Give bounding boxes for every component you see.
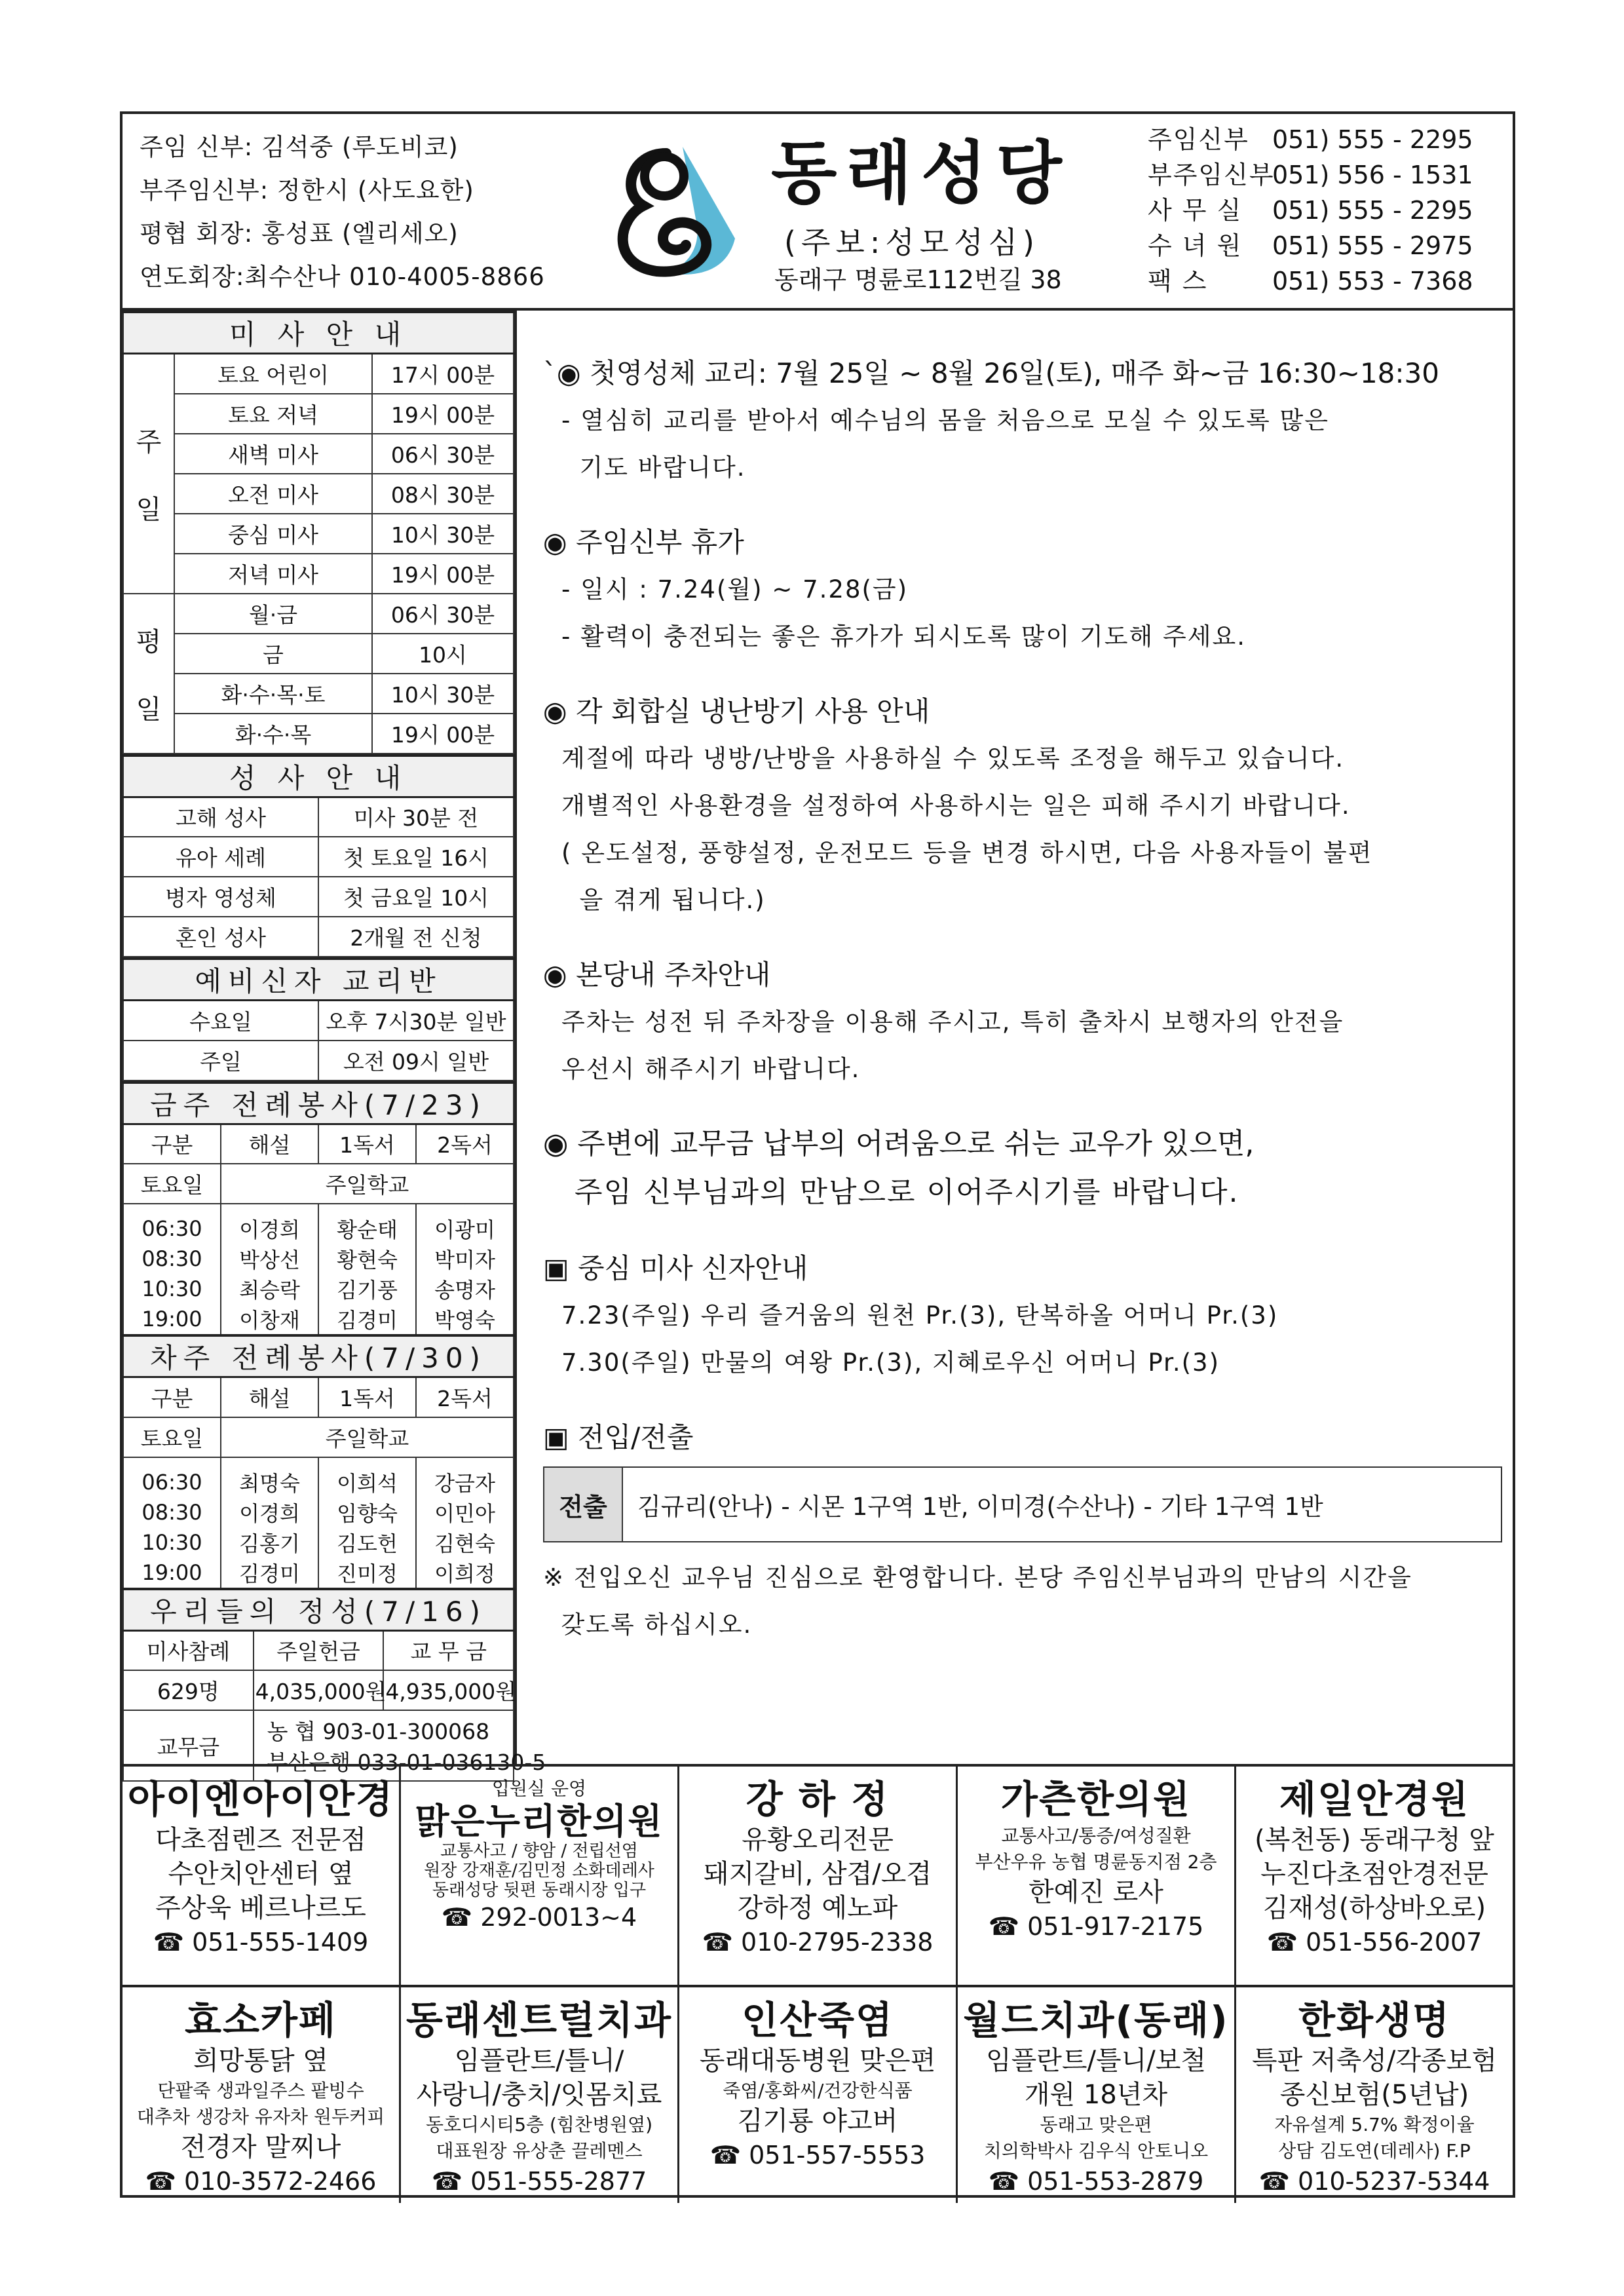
table-cell: 미 사 안 내 (123, 312, 514, 354)
ad-line: 동래성당 뒷편 동래시장 입구 (432, 1881, 647, 1900)
table-row (123, 1335, 514, 1377)
contact-phone: 051) 553 - 7368 (1272, 267, 1473, 296)
notice-line: 주임 신부님과의 만남으로 이어주시기를 바랍니다. (543, 1176, 1239, 1209)
contact-label: 사 무 실 (1148, 196, 1243, 225)
ad-line: 유황오리전문 (742, 1825, 894, 1855)
ad-line: 김재성(하상바오로) (1262, 1893, 1486, 1923)
contact-row (1148, 122, 1473, 157)
table-cell: 미사 30분 전 (318, 797, 514, 837)
notice-heading: ◉ 주임신부 휴가 (543, 526, 744, 558)
contact-row (1148, 157, 1473, 193)
table-cell: 08시 30분 (372, 474, 514, 514)
ad-line: 부산우유 농협 명륜동지점 2층 (975, 1851, 1217, 1873)
table-cell: 629명 (123, 1670, 254, 1710)
table-cell: 화·수·목·토 (174, 674, 372, 714)
table-row (123, 1589, 514, 1631)
ad-name: 강 하 정 (746, 1777, 890, 1822)
move-box (543, 1466, 1502, 1542)
parish-logo-icon (604, 140, 742, 284)
move-text: 김규리(안나) - 시몬 1구역 1반, 이미경(수산나) - 기타 1구역 1반 (637, 1493, 1323, 1521)
ad-phone: ☎ 292-0013~4 (441, 1903, 637, 1932)
ad-line: (복천동) 동래구청 앞 (1255, 1825, 1494, 1855)
table-cell: 2독서 (416, 1124, 514, 1164)
ad-name: 효소카페 (184, 1998, 337, 2042)
table-cell: 구분 (123, 1377, 221, 1417)
ad-phone: ☎ 051-553-2879 (988, 2167, 1204, 2196)
sacrament-table (123, 754, 514, 958)
table-row (123, 434, 514, 474)
contact-row (1148, 193, 1473, 228)
contact-label: 부주임신부 (1148, 161, 1275, 189)
catechism-table (123, 957, 514, 1081)
table-cell: 19시 00분 (372, 394, 514, 434)
table-cell: 화·수·목 (174, 714, 372, 754)
table-cell: 06:30 (123, 1457, 221, 1497)
ad-name: 가츤한의원 (1000, 1777, 1192, 1822)
table-cell: 1독서 (318, 1377, 416, 1417)
table-row (123, 474, 514, 514)
table-row (123, 1124, 514, 1164)
table-cell: 김경미 (318, 1304, 416, 1334)
ad-name: 맑은누리한의원 (415, 1801, 664, 1842)
table-row (123, 1457, 514, 1497)
table-cell: 금주 전례봉사(7/23) (123, 1082, 514, 1124)
ad-phone: ☎ 010-3572-2466 (145, 2167, 377, 2196)
ad-line: 죽염/홍화씨/건강한식품 (723, 2080, 913, 2101)
bulletin-frame (120, 111, 1515, 2198)
table-row (123, 917, 514, 957)
ad-line: 임플란트/틀니/ (454, 2046, 624, 2076)
ad-line: 동래고 맞은편 (1040, 2114, 1152, 2135)
table-row (123, 1274, 514, 1304)
table-cell: 진미정 (318, 1558, 416, 1588)
notice-heading: ◉ 본당내 주차안내 (543, 959, 771, 991)
left-sidebar (123, 311, 546, 1775)
table-cell: 유아 세례 (123, 837, 318, 877)
table-cell: 이경희 (221, 1204, 318, 1244)
ad-box (679, 1987, 958, 2203)
header (123, 114, 1513, 311)
table-cell: 이창재 (221, 1304, 318, 1334)
table-cell: 19시 00분 (372, 714, 514, 754)
table-cell: 10:30 (123, 1274, 221, 1304)
ad-phone: ☎ 010-5237-5344 (1258, 2167, 1490, 2196)
table-cell: 김기풍 (318, 1274, 416, 1304)
clergy-line: 부주임신부: 정한시 (사도요한) (140, 176, 474, 204)
ad-line: 주상욱 베르나르도 (155, 1893, 366, 1923)
table-cell: 10:30 (123, 1527, 221, 1558)
table-cell: 10시 30분 (372, 674, 514, 714)
ad-line: 교통사고 / 향암 / 전립선염 (440, 1841, 638, 1861)
notice-section (543, 350, 1515, 491)
ad-box (679, 1767, 958, 1985)
table-cell: 황현숙 (318, 1244, 416, 1274)
contact-phone: 051) 555 - 2295 (1272, 125, 1473, 154)
notice-line: - 활력이 충전되는 좋은 휴가가 되시도록 많이 기도해 주세요. (561, 622, 1247, 651)
contact-phone: 051) 556 - 1531 (1272, 161, 1473, 189)
ads-row (123, 1767, 1513, 1985)
sunday-label: 주 일 (123, 354, 174, 594)
table-cell: 최승락 (221, 1274, 318, 1304)
table-row (123, 594, 514, 634)
table-cell: 08:30 (123, 1244, 221, 1274)
ad-name: 제일안경원 (1279, 1777, 1470, 1822)
ad-box (401, 1767, 679, 1985)
table-cell: 박미자 (416, 1244, 514, 1274)
table-row (123, 1244, 514, 1274)
move-label: 전출 (544, 1468, 623, 1541)
table-row (123, 1527, 514, 1558)
ad-phone: ☎ 010-2795-2338 (702, 1928, 934, 1957)
parish-title: 동래성당 (771, 133, 1071, 213)
ad-name: 동래센트럴치과 (406, 1998, 673, 2042)
table-cell: 구분 (123, 1124, 221, 1164)
table-cell: 19:00 (123, 1304, 221, 1334)
table-cell: 06시 30분 (372, 594, 514, 634)
table-cell: 교 무 금 (383, 1630, 514, 1670)
table-cell: 성 사 안 내 (123, 756, 514, 797)
contact-row (1148, 228, 1473, 263)
ad-name: 인산죽염 (741, 1998, 894, 2042)
table-row (123, 797, 514, 837)
table-row (123, 1304, 514, 1334)
table-cell: 주일헌금 (254, 1630, 384, 1670)
table-cell: 첫 금요일 10시 (318, 877, 514, 917)
table-cell: 김홍기 (221, 1527, 318, 1558)
table-cell: 금 (174, 634, 372, 674)
ad-phone: ☎ 051-555-2877 (431, 2167, 647, 2196)
ad-line: 상담 김도연(데레사) F.P (1278, 2140, 1471, 2162)
table-cell: 4,035,000원 (254, 1670, 384, 1710)
bank-account: 농 협 903-01-300068 (267, 1719, 490, 1744)
ad-phone: ☎ 051-557-5553 (709, 2141, 926, 2170)
clergy-line: 연도회장:최수산나 010-4005-8866 (140, 263, 545, 291)
ad-line: 종신보험(5년납) (1279, 2080, 1469, 2110)
table-cell: 19시 00분 (372, 554, 514, 594)
clergy-line: 평협 회장: 홍성표 (엘리세오) (140, 220, 459, 248)
table-cell: 10시 30분 (372, 514, 514, 554)
notice-section (543, 688, 1515, 924)
ad-box (1236, 1987, 1513, 2203)
ad-line: 원장 강재훈/김민정 소화데레사 (424, 1861, 654, 1881)
table-cell: 임향숙 (318, 1497, 416, 1527)
ad-line: 동호디시티5층 (힘찬병원옆) (425, 2114, 653, 2135)
notice-line: - 열심히 교리를 받아서 예수님의 몸을 처음으로 모실 수 있도록 많은 (561, 406, 1329, 434)
ad-line: 개원 18년차 (1024, 2080, 1168, 2110)
table-row (123, 959, 514, 1001)
table-cell: 17시 00분 (372, 354, 514, 394)
table-row (123, 1001, 514, 1041)
table-cell: 해설 (221, 1377, 318, 1417)
ad-line: 전경자 말찌나 (180, 2132, 341, 2162)
contact-row (1148, 263, 1473, 299)
notice-line: 을 겪게 됩니다.) (561, 886, 766, 914)
notice-line: 7.23(주일) 우리 즐거움의 원천 Pr.(3), 탄복하올 어머니 Pr.(3) (561, 1301, 1279, 1330)
table-cell: 오전 미사 (174, 474, 372, 514)
table-cell: 예비신자 교리반 (123, 959, 514, 1001)
table-cell: 혼인 성사 (123, 917, 318, 957)
table-row (123, 756, 514, 797)
table-cell: 병자 영성체 (123, 877, 318, 917)
contact-label: 수 녀 원 (1148, 231, 1243, 260)
table-cell: 새벽 미사 (174, 434, 372, 474)
notice-line: 우선시 해주시기 바랍니다. (561, 1055, 861, 1083)
table-row (123, 674, 514, 714)
table-cell: 수요일 (123, 1001, 318, 1041)
ad-line: 자유설계 5.7% 확정이율 (1274, 2114, 1475, 2135)
table-row (123, 1164, 514, 1204)
table-row (123, 1041, 514, 1081)
ad-box (958, 1987, 1236, 2203)
notice-line: 개별적인 사용환경을 설정하여 사용하시는 일은 피해 주시기 바랍니다. (561, 792, 1351, 820)
table-cell: 이광미 (416, 1204, 514, 1244)
notice-line: - 일시 : 7.24(월) ~ 7.28(금) (561, 575, 909, 603)
ad-line: 한예진 로사 (1029, 1877, 1163, 1907)
notice-section (543, 519, 1515, 660)
table-cell: 중심 미사 (174, 514, 372, 554)
ad-line: 사랑니/충치/잇몸치료 (416, 2080, 662, 2110)
notice-line: 갖도록 하십시오. (543, 1611, 753, 1639)
ad-box (123, 1767, 401, 1985)
ad-tagline: 입원실 운영 (491, 1778, 587, 1799)
table-row (123, 1670, 514, 1710)
table-cell: 미사참례 (123, 1630, 254, 1670)
table-cell: 주일학교 (221, 1164, 514, 1204)
ad-line: 강하정 예노파 (737, 1893, 898, 1923)
ad-line: 치의학박사 김우식 안토니오 (983, 2140, 1209, 2162)
contact-phone: 051) 555 - 2295 (1272, 196, 1473, 225)
table-row (123, 1558, 514, 1588)
table-cell: 이희석 (318, 1457, 416, 1497)
table-cell: 이민아 (416, 1497, 514, 1527)
table-cell: 해설 (221, 1124, 318, 1164)
offering-table (123, 1588, 546, 1782)
contact-phone: 051) 555 - 2975 (1272, 231, 1473, 260)
ad-line: 누진다초점안경전문 (1260, 1859, 1488, 1889)
notice-section (543, 951, 1515, 1093)
ad-box (1236, 1767, 1513, 1985)
contact-label: 주임신부 (1148, 125, 1249, 154)
ad-line: 김기룡 야고버 (737, 2106, 898, 2136)
table-row (123, 554, 514, 594)
ad-line: 특판 저축성/각종보험 (1252, 2046, 1497, 2076)
ad-line: 희망통닭 옆 (193, 2046, 328, 2076)
table-cell: 주일학교 (221, 1417, 514, 1457)
table-row (123, 1630, 514, 1670)
table-cell: 고해 성사 (123, 797, 318, 837)
table-cell: 강금자 (416, 1457, 514, 1497)
ad-phone: ☎ 051-917-2175 (988, 1912, 1204, 1941)
ad-line: 대표원장 유상춘 끌레멘스 (436, 2140, 643, 2162)
contact-label: 팩 스 (1148, 267, 1208, 296)
table-cell: 우리들의 정성(7/16) (123, 1589, 514, 1631)
notice-line: 주차는 성전 뒤 주차장을 이용해 주시고, 특히 출차시 보행자의 안전을 (561, 1008, 1344, 1036)
notice-section (543, 1120, 1515, 1217)
table-cell: 06:30 (123, 1204, 221, 1244)
table-row (123, 877, 514, 917)
ads-row (123, 1985, 1513, 2203)
table-cell: 1독서 (318, 1124, 416, 1164)
table-cell: 김도헌 (318, 1527, 416, 1558)
table-cell: 첫 토요일 16시 (318, 837, 514, 877)
table-cell: 황순태 (318, 1204, 416, 1244)
contact-list (1148, 122, 1473, 299)
table-cell: 교무금 (123, 1710, 254, 1781)
ad-line: 동래대동병원 맞은편 (699, 2046, 936, 2076)
parish-address: 동래구 명륜로112번길 38 (774, 265, 1062, 294)
notice-heading: ▣ 전입/전출 (543, 1421, 694, 1453)
ad-phone: ☎ 051-556-2007 (1266, 1928, 1482, 1957)
table-cell: 박상선 (221, 1244, 318, 1274)
notice-line: 7.30(주일) 만물의 여왕 Pr.(3), 지혜로우신 어머니 Pr.(3) (561, 1349, 1220, 1377)
table-cell: 토요일 (123, 1417, 221, 1457)
table-row (123, 312, 514, 354)
table-cell: 06시 30분 (372, 434, 514, 474)
table-row (123, 1082, 514, 1124)
notice-heading: ◉ 각 회합실 냉난방기 사용 안내 (543, 695, 930, 727)
service-table-this-week (123, 1081, 514, 1335)
table-row (123, 1377, 514, 1417)
table-cell: 김현숙 (416, 1527, 514, 1558)
notice-line: 기도 바랍니다. (561, 453, 746, 482)
ad-line: 단팥죽 생과일주스 팥빙수 (157, 2080, 364, 2101)
table-cell: 이경희 (221, 1497, 318, 1527)
table-row (123, 1204, 514, 1244)
table-cell: 08:30 (123, 1497, 221, 1527)
ad-line: 수안치안센터 옆 (168, 1859, 354, 1889)
ad-line: 돼지갈비, 삼겹/오겹 (703, 1859, 932, 1889)
clergy-line: 주임 신부: 김석중 (루도비코) (140, 133, 459, 161)
table-cell: 토요일 (123, 1164, 221, 1204)
table-cell: 오후 7시30분 일반 (318, 1001, 514, 1041)
table-cell: 박영숙 (416, 1304, 514, 1334)
ad-box (123, 1987, 401, 2203)
table-cell: 월·금 (174, 594, 372, 634)
table-row (123, 354, 514, 394)
bank-account: 부산은행 033-01-036130-5 (267, 1750, 546, 1775)
ad-line: 다초점렌즈 전문점 (155, 1825, 366, 1855)
table-cell: 이희정 (416, 1558, 514, 1588)
ad-line: 대추차 생강차 유자차 원두커피 (136, 2106, 385, 2128)
table-cell: 토요 어린이 (174, 354, 372, 394)
table-cell: 차주 전례봉사(7/30) (123, 1335, 514, 1377)
ad-phone: ☎ 051-555-1409 (153, 1928, 369, 1957)
clergy-list (140, 126, 545, 299)
table-row (123, 514, 514, 554)
table-cell: 주일 (123, 1041, 318, 1081)
parish-subtitle: (주보:성모성심) (784, 225, 1040, 260)
ad-box (958, 1767, 1236, 1985)
table-row (123, 394, 514, 434)
notice-heading: ◉ 주변에 교무금 납부의 어려움으로 쉬는 교우가 있으면, (543, 1127, 1255, 1160)
table-cell: 4,935,000원 (383, 1670, 514, 1710)
mass-table (123, 311, 514, 754)
table-row (123, 837, 514, 877)
table-cell: 2독서 (416, 1377, 514, 1417)
table-cell: 2개월 전 신청 (318, 917, 514, 957)
ad-line: 임플란트/틀니/보철 (985, 2046, 1207, 2076)
service-table-next-week (123, 1334, 514, 1588)
table-cell: 최명숙 (221, 1457, 318, 1497)
move-section (543, 1414, 1515, 1649)
notice-section (543, 1245, 1515, 1387)
ads-grid (123, 1764, 1513, 2200)
table-cell: 토요 저녁 (174, 394, 372, 434)
table-cell: 10시 (372, 634, 514, 674)
ad-box (401, 1987, 679, 2203)
notice-line: ( 온도설정, 풍향설정, 운전모드 등을 변경 하시면, 다음 사용자들이 불편 (561, 839, 1373, 867)
ad-name: 월드치과(동래) (963, 1998, 1229, 2042)
table-row (123, 634, 514, 674)
notice-heading: ▣ 중심 미사 신자안내 (543, 1252, 808, 1284)
notice-line: ※ 전입오신 교우님 진심으로 환영합니다. 본당 주임신부님과의 만남의 시간을 (543, 1563, 1412, 1592)
ad-name: 한화생명 (1298, 1998, 1451, 2042)
table-cell: 김경미 (221, 1558, 318, 1588)
notices (519, 311, 1515, 1764)
table-row (123, 714, 514, 754)
table-cell: 저녁 미사 (174, 554, 372, 594)
table-cell: 19:00 (123, 1558, 221, 1588)
weekday-label: 평 일 (123, 594, 174, 754)
ad-name: 아이엔아이안경 (127, 1777, 394, 1822)
table-cell: 오전 09시 일반 (318, 1041, 514, 1081)
notice-heading: `◉ 첫영성체 교리: 7월 25일 ~ 8월 26일(토), 매주 화~금 16:30~18:30 (543, 357, 1439, 389)
table-cell: 송명자 (416, 1274, 514, 1304)
table-row (123, 1417, 514, 1457)
ad-line: 교통사고/통증/여성질환 (1001, 1825, 1191, 1846)
notice-line: 계절에 따라 냉방/난방을 사용하실 수 있도록 조정을 해두고 있습니다. (561, 744, 1345, 773)
table-row (123, 1497, 514, 1527)
